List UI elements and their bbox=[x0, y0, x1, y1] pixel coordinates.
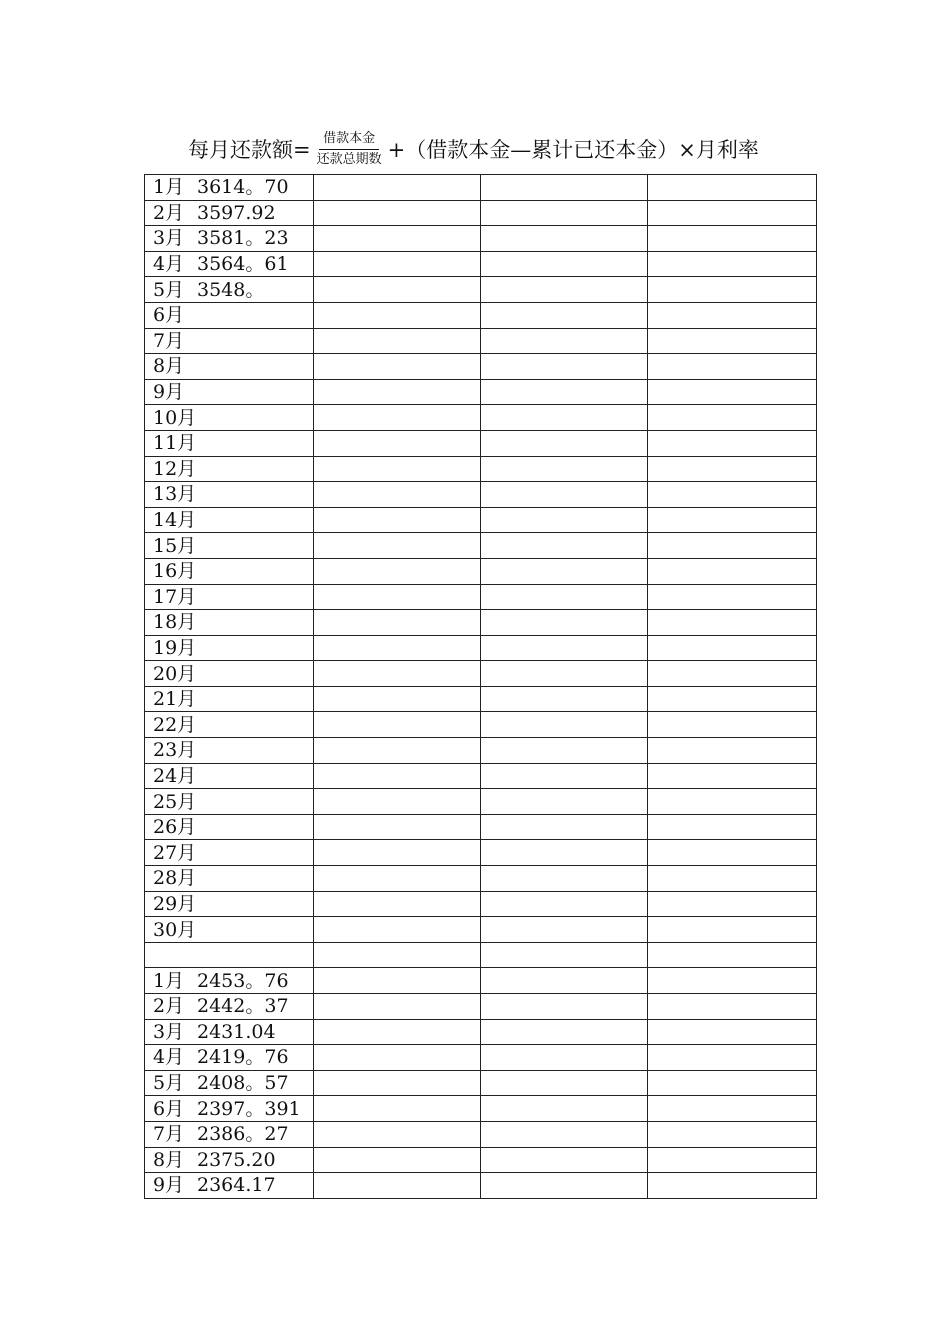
table-row bbox=[145, 840, 817, 866]
table-row bbox=[145, 1045, 817, 1071]
empty-cell bbox=[314, 1121, 481, 1147]
table-row bbox=[145, 686, 817, 712]
table-row bbox=[145, 917, 817, 943]
empty-cell bbox=[648, 533, 817, 559]
month-label: 8月 bbox=[153, 1148, 185, 1171]
month-label: 2月 bbox=[153, 995, 185, 1018]
empty-cell bbox=[481, 866, 648, 892]
month-label: 1月 bbox=[153, 176, 185, 199]
table-row bbox=[145, 302, 817, 328]
table-row bbox=[145, 175, 817, 201]
empty-cell bbox=[314, 994, 481, 1020]
empty-cell bbox=[314, 814, 481, 840]
empty-cell bbox=[481, 302, 648, 328]
month-label: 17月 bbox=[153, 585, 197, 608]
month-label: 10月 bbox=[153, 406, 197, 429]
table-row bbox=[145, 430, 817, 456]
empty-cell bbox=[314, 1045, 481, 1071]
month-label: 9月 bbox=[153, 1174, 185, 1197]
table-row bbox=[145, 789, 817, 815]
month-label: 13月 bbox=[153, 483, 197, 506]
table-row bbox=[145, 635, 817, 661]
month-cell bbox=[145, 1096, 314, 1122]
empty-cell bbox=[648, 1121, 817, 1147]
month-cell bbox=[145, 226, 314, 252]
month-label: 6月 bbox=[153, 1097, 185, 1120]
month-cell bbox=[145, 968, 314, 994]
month-cell bbox=[145, 1070, 314, 1096]
empty-cell bbox=[314, 1173, 481, 1199]
month-cell bbox=[145, 738, 314, 764]
month-cell bbox=[145, 610, 314, 636]
formula-suffix: +（借款本金—累计已还本金）×月利率 bbox=[387, 138, 759, 162]
empty-cell bbox=[314, 840, 481, 866]
month-cell bbox=[145, 994, 314, 1020]
month-label: 19月 bbox=[153, 636, 197, 659]
empty-cell bbox=[481, 1173, 648, 1199]
payment-amount: 3581。23 bbox=[197, 227, 289, 250]
empty-cell bbox=[648, 430, 817, 456]
table-row bbox=[145, 354, 817, 380]
month-cell bbox=[145, 430, 314, 456]
empty-cell bbox=[648, 507, 817, 533]
payment-amount: 2375.20 bbox=[197, 1148, 276, 1171]
empty-cell bbox=[481, 405, 648, 431]
month-cell bbox=[145, 1019, 314, 1045]
empty-cell bbox=[481, 533, 648, 559]
payment-amount: 3614。70 bbox=[197, 176, 289, 199]
empty-cell bbox=[648, 302, 817, 328]
empty-cell bbox=[481, 456, 648, 482]
table-row bbox=[145, 1070, 817, 1096]
formula-numerator: 借款本金 bbox=[319, 131, 379, 150]
empty-cell bbox=[314, 533, 481, 559]
empty-cell bbox=[648, 1045, 817, 1071]
repayment-table-body bbox=[145, 175, 817, 1199]
month-cell bbox=[145, 456, 314, 482]
month-label: 27月 bbox=[153, 841, 197, 864]
month-label: 5月 bbox=[153, 278, 185, 301]
month-label: 7月 bbox=[153, 329, 185, 352]
payment-amount: 2442。37 bbox=[197, 995, 289, 1018]
empty-cell bbox=[314, 405, 481, 431]
formula-fraction bbox=[313, 131, 386, 168]
empty-cell bbox=[314, 763, 481, 789]
month-cell bbox=[145, 891, 314, 917]
empty-cell bbox=[481, 1096, 648, 1122]
empty-cell bbox=[648, 1096, 817, 1122]
empty-cell bbox=[481, 251, 648, 277]
month-label: 4月 bbox=[153, 253, 185, 276]
table-row bbox=[145, 328, 817, 354]
empty-cell bbox=[648, 789, 817, 815]
month-cell bbox=[145, 712, 314, 738]
month-cell bbox=[145, 763, 314, 789]
month-cell bbox=[145, 1147, 314, 1173]
month-label: 22月 bbox=[153, 713, 197, 736]
empty-cell bbox=[648, 456, 817, 482]
payment-amount: 2386。27 bbox=[197, 1123, 289, 1146]
empty-cell bbox=[648, 917, 817, 943]
month-cell bbox=[145, 1121, 314, 1147]
empty-cell bbox=[314, 482, 481, 508]
empty-cell bbox=[481, 968, 648, 994]
empty-cell bbox=[481, 1019, 648, 1045]
payment-amount: 3548。 bbox=[197, 278, 265, 301]
empty-cell bbox=[314, 175, 481, 201]
empty-cell bbox=[481, 686, 648, 712]
empty-cell bbox=[481, 661, 648, 687]
empty-cell bbox=[314, 277, 481, 303]
month-cell bbox=[145, 507, 314, 533]
empty-cell bbox=[481, 226, 648, 252]
table-row bbox=[145, 1121, 817, 1147]
empty-cell bbox=[314, 1147, 481, 1173]
month-cell bbox=[145, 917, 314, 943]
month-label: 7月 bbox=[153, 1123, 185, 1146]
table-row bbox=[145, 379, 817, 405]
empty-cell bbox=[648, 175, 817, 201]
empty-cell bbox=[648, 635, 817, 661]
empty-cell bbox=[648, 712, 817, 738]
empty-cell bbox=[481, 994, 648, 1020]
month-label: 12月 bbox=[153, 457, 197, 480]
empty-cell bbox=[648, 661, 817, 687]
payment-amount: 3564。61 bbox=[197, 253, 289, 276]
table-row bbox=[145, 1096, 817, 1122]
repayment-formula bbox=[188, 124, 808, 174]
empty-cell bbox=[481, 558, 648, 584]
empty-cell bbox=[481, 1070, 648, 1096]
month-label: 21月 bbox=[153, 688, 197, 711]
month-cell bbox=[145, 251, 314, 277]
empty-cell bbox=[481, 584, 648, 610]
payment-amount: 2364.17 bbox=[197, 1174, 276, 1197]
empty-cell bbox=[648, 1147, 817, 1173]
month-cell bbox=[145, 277, 314, 303]
month-label: 15月 bbox=[153, 534, 197, 557]
empty-cell bbox=[481, 942, 648, 968]
empty-cell bbox=[481, 328, 648, 354]
payment-amount: 2408。57 bbox=[197, 1072, 289, 1095]
empty-cell bbox=[648, 840, 817, 866]
empty-cell bbox=[648, 277, 817, 303]
table-row bbox=[145, 456, 817, 482]
table-row bbox=[145, 942, 817, 968]
empty-cell bbox=[481, 200, 648, 226]
empty-cell bbox=[481, 610, 648, 636]
month-label: 16月 bbox=[153, 560, 197, 583]
month-cell bbox=[145, 533, 314, 559]
empty-cell bbox=[648, 968, 817, 994]
month-cell bbox=[145, 661, 314, 687]
empty-cell bbox=[481, 1045, 648, 1071]
month-label: 3月 bbox=[153, 1020, 185, 1043]
month-label: 4月 bbox=[153, 1046, 185, 1069]
empty-cell bbox=[648, 405, 817, 431]
month-label: 26月 bbox=[153, 816, 197, 839]
table-row bbox=[145, 610, 817, 636]
empty-cell bbox=[481, 1121, 648, 1147]
month-label: 9月 bbox=[153, 381, 185, 404]
empty-cell bbox=[314, 635, 481, 661]
empty-cell bbox=[314, 968, 481, 994]
month-cell bbox=[145, 558, 314, 584]
empty-cell bbox=[481, 917, 648, 943]
table-row bbox=[145, 507, 817, 533]
empty-cell bbox=[481, 789, 648, 815]
empty-cell bbox=[481, 507, 648, 533]
empty-cell bbox=[314, 379, 481, 405]
empty-cell bbox=[314, 738, 481, 764]
month-cell bbox=[145, 1173, 314, 1199]
month-label: 1月 bbox=[153, 969, 185, 992]
empty-cell bbox=[314, 226, 481, 252]
empty-cell bbox=[648, 584, 817, 610]
table-row bbox=[145, 558, 817, 584]
empty-cell bbox=[648, 610, 817, 636]
month-cell bbox=[145, 1045, 314, 1071]
empty-cell bbox=[481, 175, 648, 201]
empty-cell bbox=[648, 1019, 817, 1045]
empty-cell bbox=[314, 686, 481, 712]
table-row bbox=[145, 968, 817, 994]
empty-cell bbox=[648, 1070, 817, 1096]
empty-cell bbox=[314, 558, 481, 584]
empty-cell bbox=[314, 712, 481, 738]
table-row bbox=[145, 738, 817, 764]
empty-cell bbox=[314, 942, 481, 968]
month-label: 25月 bbox=[153, 790, 197, 813]
month-cell bbox=[145, 175, 314, 201]
table-row bbox=[145, 891, 817, 917]
empty-cell bbox=[481, 277, 648, 303]
month-label: 6月 bbox=[153, 304, 185, 327]
table-row bbox=[145, 866, 817, 892]
month-cell bbox=[145, 840, 314, 866]
empty-cell bbox=[481, 482, 648, 508]
empty-cell bbox=[648, 482, 817, 508]
month-cell bbox=[145, 814, 314, 840]
table-row bbox=[145, 533, 817, 559]
payment-amount: 3597.92 bbox=[197, 201, 276, 224]
empty-cell bbox=[314, 430, 481, 456]
formula-denominator: 还款总期数 bbox=[316, 151, 382, 167]
month-cell bbox=[145, 942, 314, 968]
payment-amount: 2453。76 bbox=[197, 969, 289, 992]
empty-cell bbox=[314, 584, 481, 610]
empty-cell bbox=[314, 251, 481, 277]
table-row bbox=[145, 712, 817, 738]
table-row bbox=[145, 814, 817, 840]
table-row bbox=[145, 251, 817, 277]
empty-cell bbox=[314, 1096, 481, 1122]
empty-cell bbox=[314, 789, 481, 815]
month-cell bbox=[145, 686, 314, 712]
month-cell bbox=[145, 200, 314, 226]
month-label: 18月 bbox=[153, 611, 197, 634]
month-cell bbox=[145, 328, 314, 354]
payment-amount: 2419。76 bbox=[197, 1046, 289, 1069]
empty-cell bbox=[314, 866, 481, 892]
empty-cell bbox=[648, 891, 817, 917]
empty-cell bbox=[481, 814, 648, 840]
empty-cell bbox=[481, 354, 648, 380]
empty-cell bbox=[481, 763, 648, 789]
table-row bbox=[145, 763, 817, 789]
empty-cell bbox=[648, 251, 817, 277]
empty-cell bbox=[648, 558, 817, 584]
empty-cell bbox=[648, 686, 817, 712]
month-cell bbox=[145, 354, 314, 380]
month-cell bbox=[145, 789, 314, 815]
empty-cell bbox=[648, 328, 817, 354]
table-row bbox=[145, 277, 817, 303]
empty-cell bbox=[314, 354, 481, 380]
empty-cell bbox=[481, 430, 648, 456]
empty-cell bbox=[648, 354, 817, 380]
empty-cell bbox=[314, 1070, 481, 1096]
empty-cell bbox=[314, 328, 481, 354]
month-label: 29月 bbox=[153, 892, 197, 915]
empty-cell bbox=[648, 379, 817, 405]
table-row bbox=[145, 405, 817, 431]
empty-cell bbox=[481, 712, 648, 738]
month-cell bbox=[145, 584, 314, 610]
month-label: 24月 bbox=[153, 764, 197, 787]
month-label: 20月 bbox=[153, 662, 197, 685]
empty-cell bbox=[314, 302, 481, 328]
month-label: 5月 bbox=[153, 1072, 185, 1095]
month-label: 14月 bbox=[153, 509, 197, 532]
repayment-table bbox=[144, 174, 817, 1199]
empty-cell bbox=[648, 866, 817, 892]
month-label: 23月 bbox=[153, 739, 197, 762]
table-row bbox=[145, 1173, 817, 1199]
empty-cell bbox=[648, 738, 817, 764]
table-row bbox=[145, 661, 817, 687]
empty-cell bbox=[648, 942, 817, 968]
empty-cell bbox=[481, 1147, 648, 1173]
empty-cell bbox=[648, 763, 817, 789]
table-row bbox=[145, 994, 817, 1020]
table-row bbox=[145, 482, 817, 508]
payment-amount: 2397。391 bbox=[197, 1097, 301, 1120]
empty-cell bbox=[314, 610, 481, 636]
empty-cell bbox=[481, 891, 648, 917]
empty-cell bbox=[314, 456, 481, 482]
empty-cell bbox=[314, 200, 481, 226]
month-label: 3月 bbox=[153, 227, 185, 250]
month-label: 2月 bbox=[153, 201, 185, 224]
month-cell bbox=[145, 866, 314, 892]
month-label: 8月 bbox=[153, 355, 185, 378]
table-row bbox=[145, 200, 817, 226]
month-label: 30月 bbox=[153, 918, 197, 941]
empty-cell bbox=[648, 814, 817, 840]
empty-cell bbox=[314, 507, 481, 533]
month-label: 11月 bbox=[153, 432, 197, 455]
table-row bbox=[145, 1019, 817, 1045]
empty-cell bbox=[648, 1173, 817, 1199]
month-cell bbox=[145, 405, 314, 431]
month-cell bbox=[145, 482, 314, 508]
table-row bbox=[145, 226, 817, 252]
empty-cell bbox=[481, 738, 648, 764]
empty-cell bbox=[648, 226, 817, 252]
empty-cell bbox=[648, 994, 817, 1020]
payment-amount: 2431.04 bbox=[197, 1020, 276, 1043]
empty-cell bbox=[648, 200, 817, 226]
formula-prefix: 每月还款额= bbox=[188, 138, 311, 162]
empty-cell bbox=[481, 379, 648, 405]
table-row bbox=[145, 584, 817, 610]
month-cell bbox=[145, 379, 314, 405]
empty-cell bbox=[481, 635, 648, 661]
month-cell bbox=[145, 635, 314, 661]
empty-cell bbox=[314, 661, 481, 687]
empty-cell bbox=[314, 891, 481, 917]
empty-cell bbox=[481, 840, 648, 866]
empty-cell bbox=[314, 1019, 481, 1045]
empty-cell bbox=[314, 917, 481, 943]
table-row bbox=[145, 1147, 817, 1173]
month-label: 28月 bbox=[153, 867, 197, 890]
month-cell bbox=[145, 302, 314, 328]
